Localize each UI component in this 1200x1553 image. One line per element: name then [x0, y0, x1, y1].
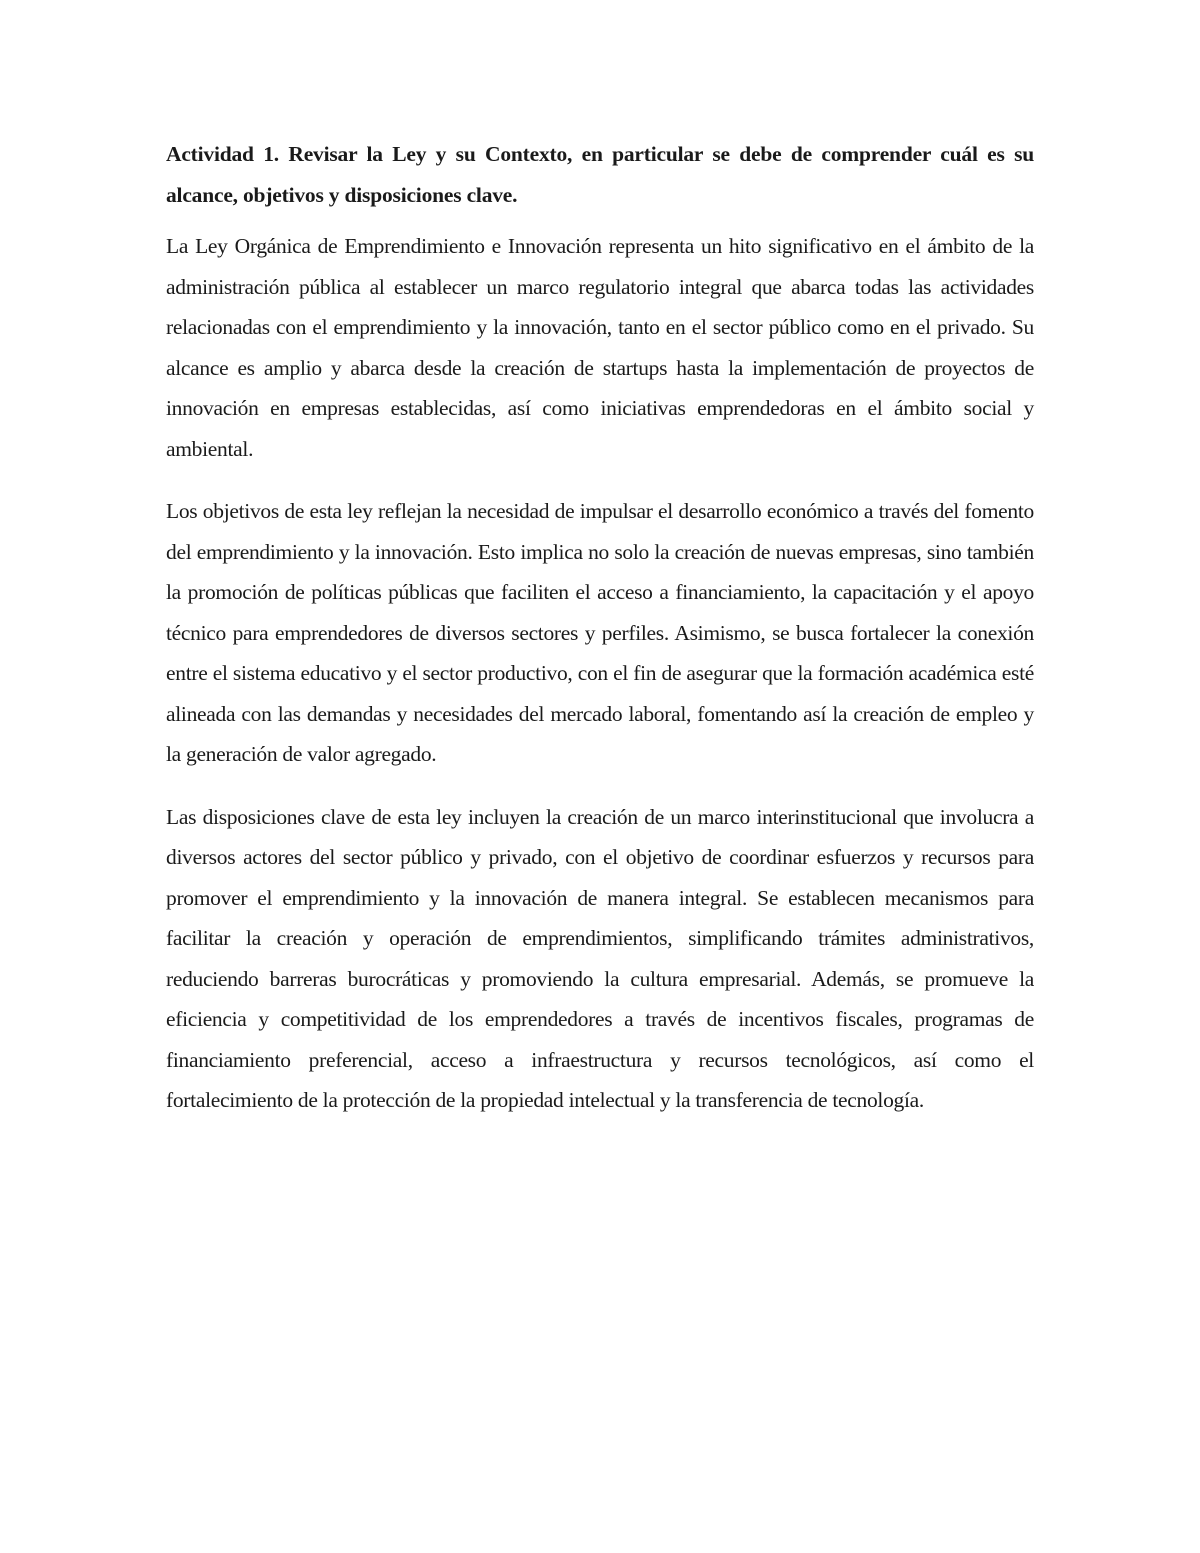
paragraph-objectives: Los objetivos de esta ley reflejan la necesidad de impulsar el desarrollo económico a través del fomento del emprendimiento y la innovación. Esto implica no solo la creación de nuevas empresas, sino también la promoción de políticas públicas que faciliten el acceso a financiamiento, la capacitación y el apoyo técnico para emprendedores de diversos sectores y perfiles. Asimismo, se busca fortalecer la conexión entre el sistema educativo y el sector productivo, con el fin de asegurar que la formación académica esté alineada con las demandas y necesidades del mercado laboral, fomentando así la creación de empleo y la generación de valor agregado. — [166, 499, 1034, 766]
heading-rest: . Revisar la Ley y su Contexto, en particular se debe de comprender cuál es su alcance, objetivos y disposiciones clave. — [166, 142, 1035, 207]
activity-heading — [166, 134, 1034, 215]
heading-lead: Actividad 1 — [166, 142, 274, 166]
paragraph-provisions: Las disposiciones clave de esta ley incluyen la creación de un marco interinstitucional que involucra a diversos actores del sector público y privado, con el objetivo de coordinar esfuerzos y recursos para promover el emprendimiento y la innovación de manera integral. Se establecen mecanismos para facilitar la creación y operación de emprendimientos, simplificando trámites administrativos, reduciendo barreras burocráticas y promoviendo la cultura empresarial. Además, se promueve la eficiencia y competitividad de los emprendedores a través de incentivos fiscales, programas de financiamiento preferencial, acceso a infraestructura y recursos tecnológicos, así como el fortalecimiento de la protección de la propiedad intelectual y la transferencia de tecnología. — [166, 804, 1034, 1112]
document-body — [166, 134, 1034, 1143]
paragraph-scope: La Ley Orgánica de Emprendimiento e Innovación representa un hito significativo en el ámbito de la administración pública al establecer un marco regulatorio integral que abarca todas las actividades relacionadas con el emprendimiento y la innovación, tanto en el sector público como en el privado. Su alcance es amplio y abarca desde la creación de startups hasta la implementación de proyectos de innovación en empresas establecidas, así como iniciativas emprendedoras en el ámbito social y ambiental. — [166, 234, 1034, 461]
